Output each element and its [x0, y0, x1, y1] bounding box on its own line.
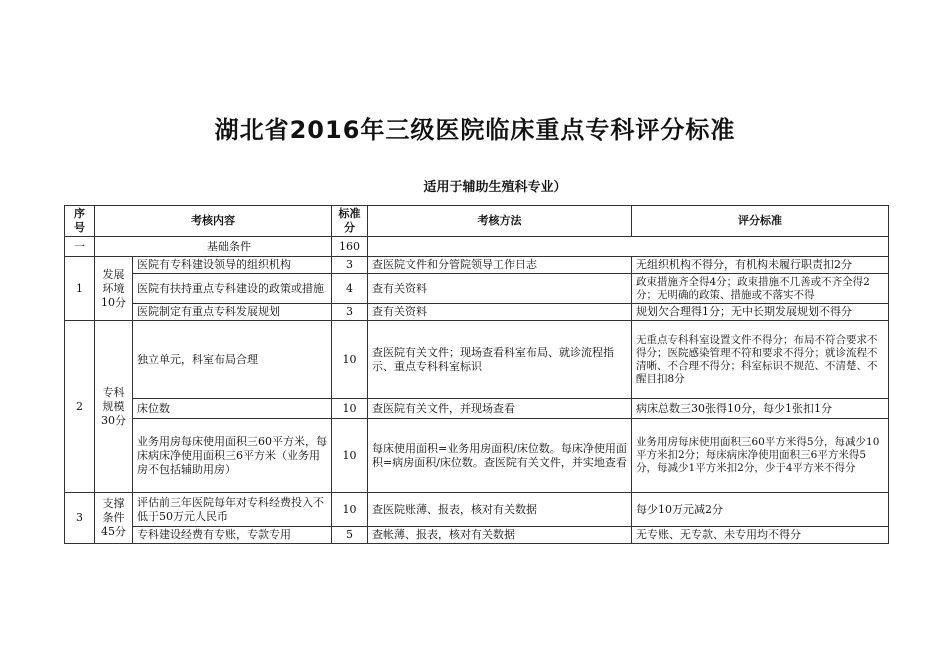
section-empty [368, 237, 889, 257]
row-score: 3 [332, 304, 368, 321]
header-no: 序号 [65, 206, 95, 237]
section-row [65, 237, 889, 257]
section-name: 基础条件 [95, 237, 332, 257]
row-score: 10 [332, 419, 368, 493]
row-method: 查医院账薄、报表，核对有关数据 [368, 493, 632, 527]
row-method: 查有关资料 [368, 274, 632, 304]
table-row [65, 527, 889, 544]
group-name: 支撑条件45分 [95, 493, 133, 544]
row-score: 5 [332, 527, 368, 544]
section-score: 160 [332, 237, 368, 257]
table-row [65, 304, 889, 321]
header-standard: 评分标准 [632, 206, 889, 237]
row-standard: 规划欠合理得1分；无中长期发展规划不得分 [632, 304, 889, 321]
row-content: 独立单元，科室布局合理 [133, 321, 332, 399]
row-content: 床位数 [133, 399, 332, 419]
table-row [65, 321, 889, 399]
row-content: 医院有专科建设领导的组织机构 [133, 257, 332, 274]
row-content: 医院制定有重点专科发展规划 [133, 304, 332, 321]
row-standard: 无重点专科科室设置文件不得分；布局不符合要求不得分；医院感染管理不符和要求不得分；就诊流程不清晰、不合理不得分；科室标识不规范、不清楚、不醒目扣8分 [632, 321, 889, 399]
row-content: 评估前三年医院每年对专科经费投入不低于50万元人民币 [133, 493, 332, 527]
table-row [65, 419, 889, 493]
row-standard: 每少10万元减2分 [632, 493, 889, 527]
group-no: 2 [65, 321, 95, 493]
group-no: 1 [65, 257, 95, 321]
header-score: 标准分 [332, 206, 368, 237]
row-method: 每床使用面积=业务用房面积/床位数。每床净使用面积=病房面积/床位数。查医院有关文件，并实地查看 [368, 419, 632, 493]
table-row [65, 257, 889, 274]
table-row [65, 274, 889, 304]
row-standard: 无组织机构不得分，有机构未履行职责扣2分 [632, 257, 889, 274]
row-score: 10 [332, 493, 368, 527]
row-method: 查医院有关文件；现场查看科室布局、就诊流程指示、重点专科科室标识 [368, 321, 632, 399]
table-row [65, 399, 889, 419]
group-name: 发展环境10分 [95, 257, 133, 321]
group-no: 3 [65, 493, 95, 544]
row-standard: 政束措施齐全得4分；政束措施不几善或不齐全得2分；无明确的政策、措施或不落实不得 [632, 274, 889, 304]
row-standard: 无专账、无专款、未专用均不得分 [632, 527, 889, 544]
table-header-row [65, 206, 889, 237]
row-score: 10 [332, 399, 368, 419]
scoring-table [64, 205, 889, 544]
row-score: 3 [332, 257, 368, 274]
row-method: 查帐薄、报表，核对有关数据 [368, 527, 632, 544]
page-title: 湖北省2016年三级医院临床重点专科评分标准 [214, 116, 736, 144]
row-method: 查医院有关文件，并现场查看 [368, 399, 632, 419]
table-row [65, 493, 889, 527]
section-no: 一 [65, 237, 95, 257]
header-content: 考核内容 [95, 206, 332, 237]
page-subtitle: 适用于辅助生殖科专业） [423, 180, 567, 195]
row-standard: 业务用房每床使用面积三60平方米得5分，每减少10平方米扣2分；每床病床净使用面积三6平方米得5分，每减少1平方米扣2分，少于4平方米不得分 [632, 419, 889, 493]
row-content: 医院有扶持重点专科建设的政策或措施 [133, 274, 332, 304]
row-content: 专科建设经费有专账，专款专用 [133, 527, 332, 544]
row-content: 业务用房每床使用面积三60平方米，每床病床净使用面积三6平方米（业务用房不包括辅助用房） [133, 419, 332, 493]
header-method: 考核方法 [368, 206, 632, 237]
group-name: 专科规模30分 [95, 321, 133, 493]
row-score: 10 [332, 321, 368, 399]
row-method: 查医院文件和分管院领导工作日志 [368, 257, 632, 274]
row-score: 4 [332, 274, 368, 304]
row-method: 查有关资料 [368, 304, 632, 321]
row-standard: 病床总数三30张得10分，每少1张扣1分 [632, 399, 889, 419]
